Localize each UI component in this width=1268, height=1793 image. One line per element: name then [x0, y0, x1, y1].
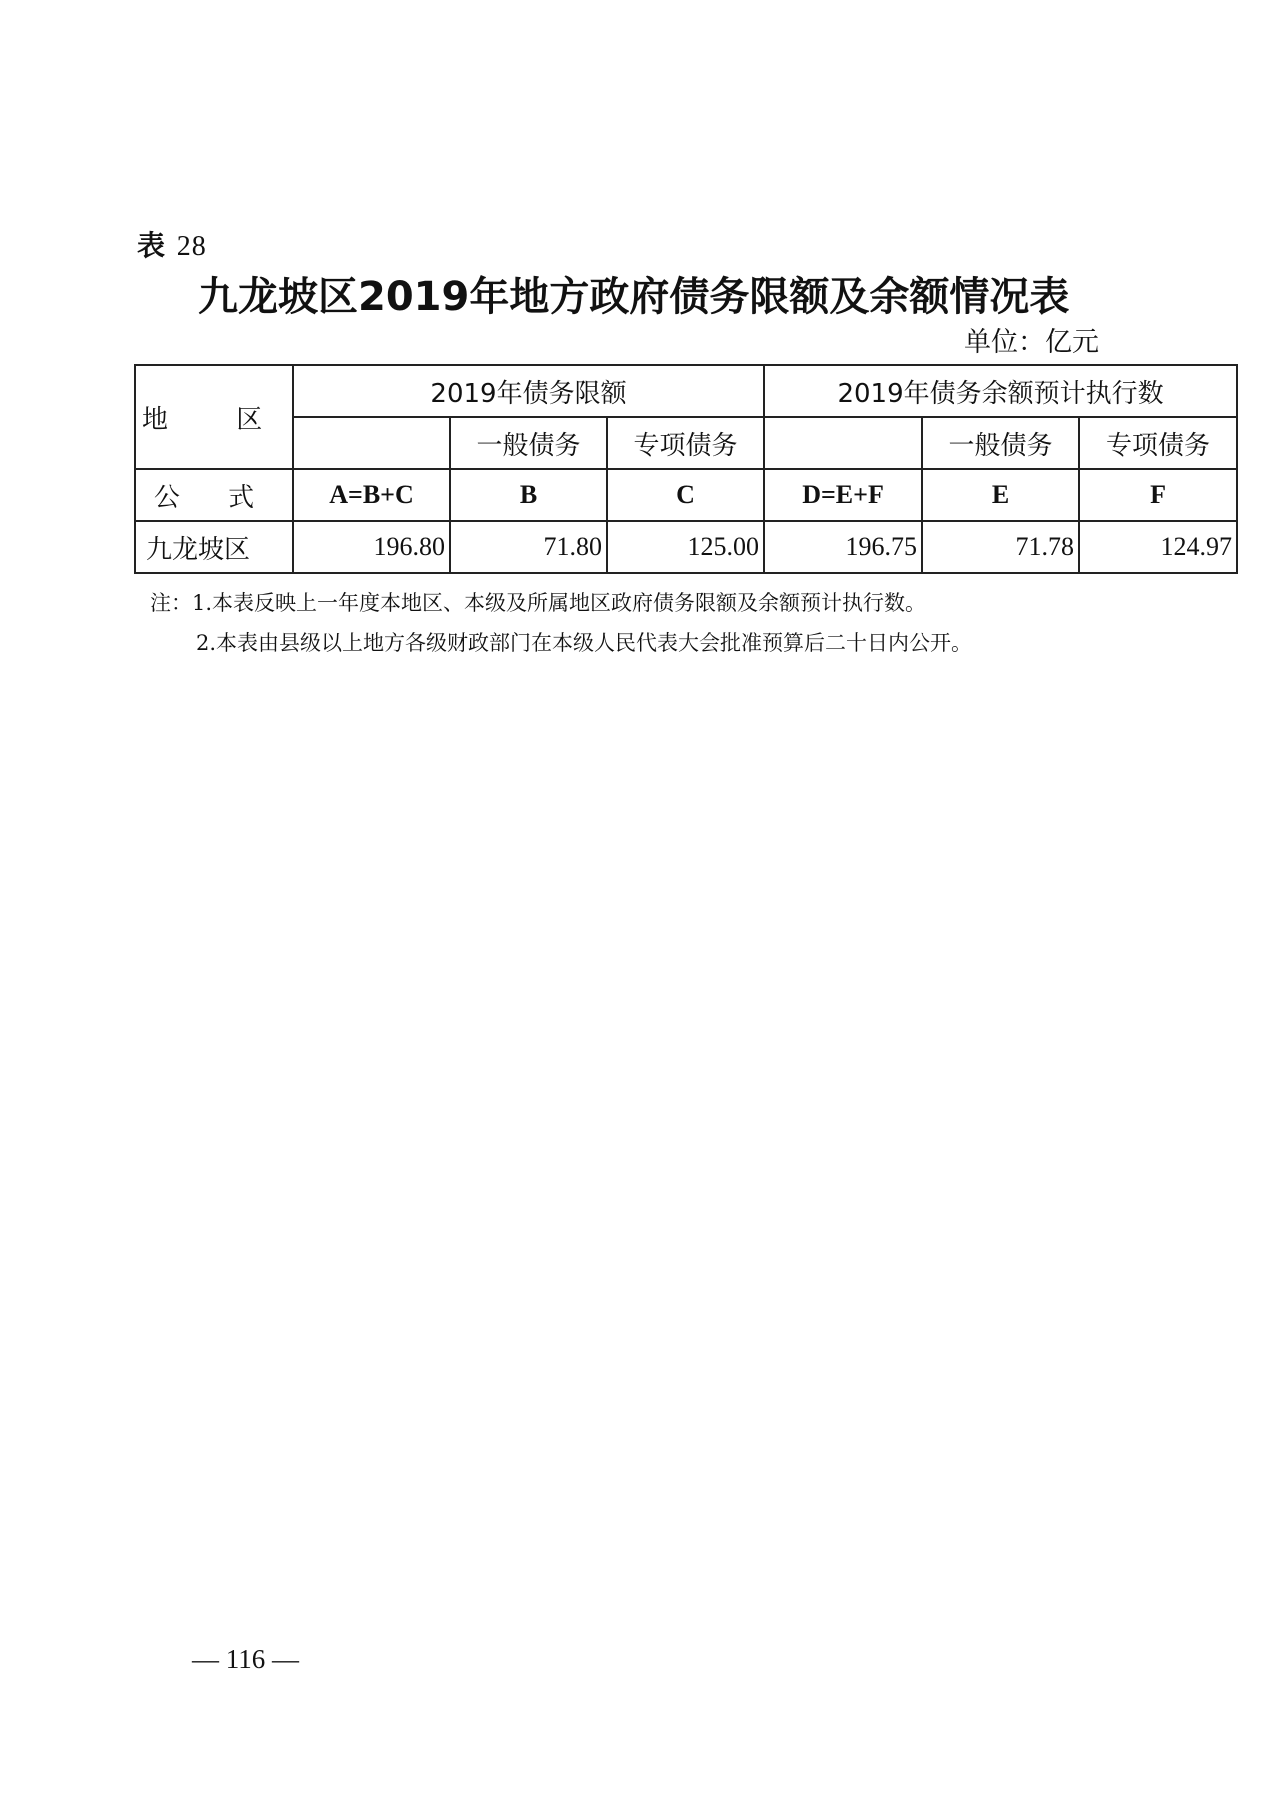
unit-label: 单位：亿元 — [964, 327, 1099, 358]
region-header: 地 区 — [135, 365, 293, 469]
formula-cell: C — [607, 469, 764, 521]
balance-total-subheader — [764, 417, 922, 469]
value-cell: 125.00 — [607, 521, 764, 573]
notes — [150, 583, 972, 663]
table-number — [137, 224, 207, 264]
value-cell: 71.78 — [922, 521, 1079, 573]
note-1: 注：1.本表反映上一年度本地区、本级及所属地区政府债务限额及余额预计执行数。 — [150, 591, 927, 615]
formula-cell: D=E+F — [764, 469, 922, 521]
formula-cell: F — [1079, 469, 1237, 521]
document-title: 九龙坡区2019年地方政府债务限额及余额情况表 — [198, 274, 1070, 320]
formula-cell: B — [450, 469, 607, 521]
balance-general-subheader: 一般债务 — [922, 417, 1079, 469]
value-cell: 124.97 — [1079, 521, 1237, 573]
header-row-2 — [135, 417, 1237, 469]
page-number: — 116 — — [192, 1644, 299, 1674]
balance-group-header: 2019年债务余额预计执行数 — [764, 365, 1237, 417]
region-name-cell: 九龙坡区 — [135, 521, 293, 573]
limit-special-subheader: 专项债务 — [607, 417, 764, 469]
table-row — [135, 521, 1237, 573]
debt-table — [134, 364, 1238, 574]
formula-cell: E — [922, 469, 1079, 521]
table-number-prefix: 表 — [137, 229, 167, 262]
formula-cell: A=B+C — [293, 469, 450, 521]
formula-row-label: 公 式 — [135, 469, 293, 521]
limit-total-subheader — [293, 417, 450, 469]
formula-row — [135, 469, 1237, 521]
note-2: 2.本表由县级以上地方各级财政部门在本级人民代表大会批准预算后二十日内公开。 — [196, 631, 973, 655]
balance-special-subheader: 专项债务 — [1079, 417, 1237, 469]
value-cell: 71.80 — [450, 521, 607, 573]
limit-group-header: 2019年债务限额 — [293, 365, 764, 417]
limit-general-subheader: 一般债务 — [450, 417, 607, 469]
value-cell: 196.75 — [764, 521, 922, 573]
table-number-value: 28 — [176, 231, 207, 262]
value-cell: 196.80 — [293, 521, 450, 573]
header-row-1 — [135, 365, 1237, 417]
